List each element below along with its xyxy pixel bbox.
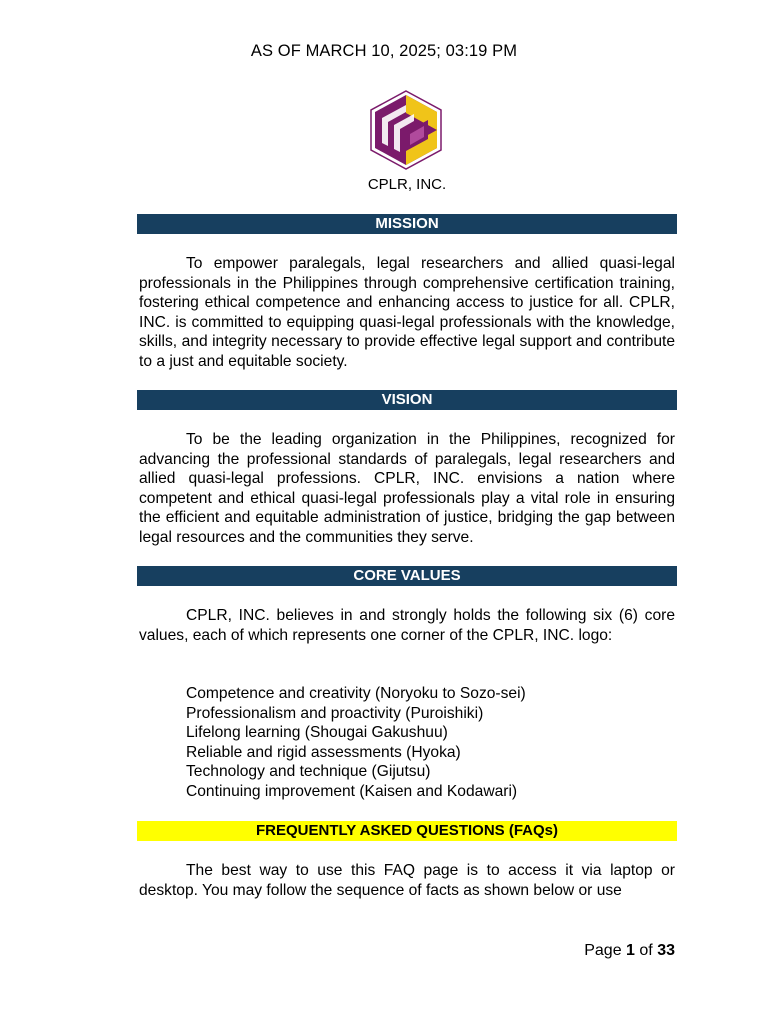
core-values-intro (139, 606, 675, 645)
mission-paragraph (139, 254, 675, 372)
core-values-heading: CORE VALUES (137, 566, 677, 586)
mission-text: To empower paralegals, legal researchers and allied quasi-legal professionals in the Philippines through comprehensive certification training, fostering ethical competence and enhancing access to justice for all. CPLR, INC. is committed to equipping quasi-legal professionals with the knowledge, skills, and integrity necessary to provide effective legal support and contribute to a just and equitable society. (139, 255, 675, 370)
page-label: Page (584, 942, 622, 959)
list-item: Reliable and rigid assessments (Hyoka) (186, 743, 461, 761)
list-item: Competence and creativity (Noryoku to Sozo-sei) (186, 685, 526, 702)
vision-paragraph (139, 430, 675, 548)
timestamp: AS OF MARCH 10, 2025; 03:19 PM (250, 42, 518, 60)
core-values-intro-text: CPLR, INC. believes in and strongly holds the following six (6) core values, each of which represents one corner of the CPLR, INC. logo: (139, 607, 675, 644)
page-total: 33 (657, 942, 675, 959)
vision-text: To be the leading organization in the Philippines, recognized for advancing the professional standards of paralegals, legal researchers and allied quasi-legal professions. CPLR, INC. envisions a nation where competent and ethical quasi-legal professionals play a vital role in ensuring the efficient and equitable administration of justice, bridging the gap between legal resources and the communities they serve. (139, 431, 675, 546)
page-number (584, 942, 675, 960)
vision-heading: VISION (137, 390, 677, 410)
faq-text: The best way to use this FAQ page is to access it via laptop or desktop. You may follow the sequence of facts as shown below or use (139, 862, 675, 899)
core-values-list (186, 684, 666, 802)
list-item: Technology and technique (Gijutsu) (186, 763, 431, 781)
page-of: of (639, 942, 653, 959)
cplr-logo (368, 90, 444, 170)
list-item: Continuing improvement (Kaisen and Kodawari) (186, 782, 518, 800)
faq-heading: FREQUENTLY ASKED QUESTIONS (FAQs) (137, 821, 677, 841)
faq-paragraph (139, 861, 675, 900)
page-current: 1 (626, 942, 635, 959)
list-item: Lifelong learning (Shougai Gakushuu) (186, 724, 448, 742)
organization-name: CPLR, INC. (367, 176, 447, 193)
mission-heading: MISSION (137, 214, 677, 234)
list-item: Professionalism and proactivity (Puroishiki) (186, 704, 484, 722)
